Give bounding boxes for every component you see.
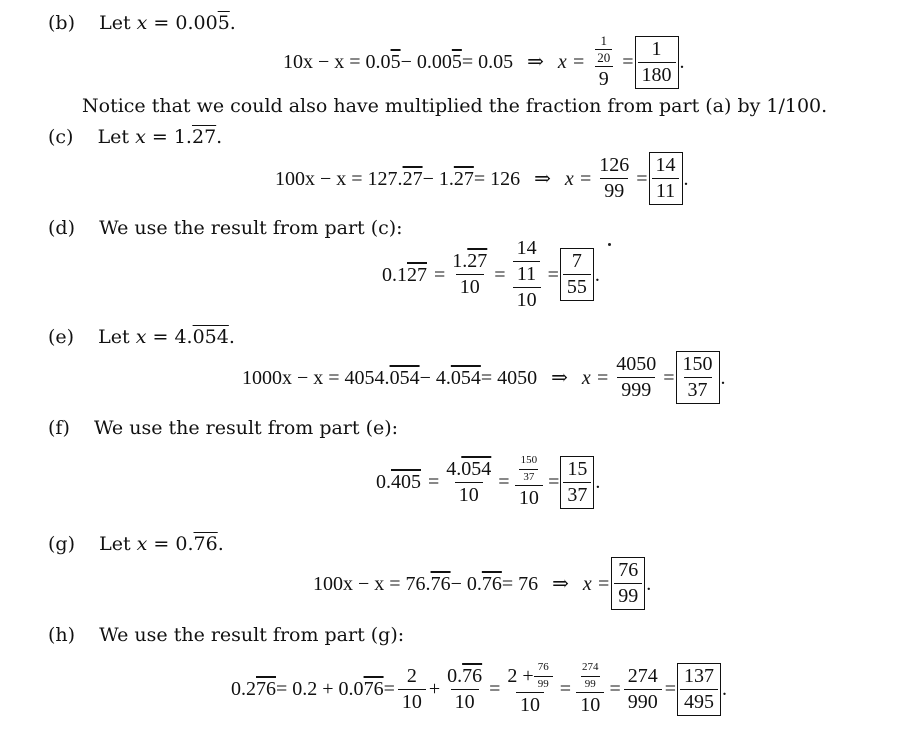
part-h-f3-inner-den: 99 xyxy=(534,676,553,691)
part-c-x-eq: x = xyxy=(564,167,593,190)
part-c-fraction xyxy=(595,155,633,202)
part-h-eq1: = xyxy=(383,678,395,701)
part-d-lhs: 0.1 xyxy=(382,263,407,286)
part-e-var: x xyxy=(135,326,147,348)
part-h-f3-num: 2 + xyxy=(507,664,534,687)
part-b-answer-den: 180 xyxy=(638,62,676,86)
part-h-eq4: = xyxy=(609,678,621,701)
part-h-eq5: = xyxy=(664,678,677,701)
part-h-eq2: = xyxy=(489,678,501,701)
part-h-f4-inner-den: 99 xyxy=(581,676,600,691)
part-b-end-dot: . xyxy=(679,51,685,74)
part-f-answer-box xyxy=(560,456,594,509)
part-e-x-eq: x = xyxy=(581,366,610,389)
part-c-num: 126 xyxy=(599,154,630,176)
part-f-equation xyxy=(376,455,600,509)
part-h-f5-den: 990 xyxy=(624,689,662,713)
part-d-eq2: = xyxy=(494,263,506,286)
part-f-inner-num: 150 xyxy=(520,454,538,466)
part-g-equation xyxy=(313,557,651,610)
part-c-repeat: 27 xyxy=(191,126,217,148)
part-d-eq1: = xyxy=(434,263,446,286)
part-h-label: (h) xyxy=(48,624,76,646)
part-b-mid: − 0.00 xyxy=(400,51,452,74)
part-c-end-dot: . xyxy=(683,167,689,190)
part-b-var: x xyxy=(136,12,148,34)
part-h-fraction-5 xyxy=(624,666,662,713)
part-h-f4-inner-num: 274 xyxy=(581,661,599,673)
part-d-eq3: = xyxy=(547,263,559,286)
part-g-answer-den: 99 xyxy=(614,583,642,607)
part-c-arrow: ⇒ xyxy=(534,167,551,190)
part-c-label: (c) xyxy=(48,126,74,148)
part-f-eq2: = xyxy=(498,471,510,494)
part-h-answer-box xyxy=(677,663,721,716)
part-d-f2-den: 10 xyxy=(513,287,541,311)
part-h-equation xyxy=(231,662,727,716)
part-e-heading xyxy=(48,328,235,347)
part-d-heading xyxy=(48,219,403,238)
part-f-label: (f) xyxy=(48,417,70,439)
part-h-text: We use the result from part (g): xyxy=(99,624,405,646)
part-b-arrow: ⇒ xyxy=(527,51,544,74)
part-c-lhs: 100x − x = 127. xyxy=(275,167,403,190)
part-f-f1-den: 10 xyxy=(455,482,483,506)
part-c-var: x xyxy=(135,126,146,148)
part-d-answer-box xyxy=(560,248,594,301)
part-h-mid: = 0.2 + 0.0 xyxy=(276,678,364,701)
part-d-lhs-rep: 27 xyxy=(407,263,427,286)
part-d-text: We use the result from part (c): xyxy=(99,217,403,239)
part-e-lhs: 1000x − x = 4054. xyxy=(242,366,390,389)
part-c-let: Let xyxy=(97,126,130,148)
part-e-answer-den: 37 xyxy=(684,377,712,401)
part-g-result: = 76 xyxy=(501,572,539,595)
part-b-notice: Notice that we could also have multiplied the fraction from part (a) by 1/100. xyxy=(82,95,828,117)
part-b-heading xyxy=(48,14,236,33)
part-h-mid-rep: 76 xyxy=(363,678,384,701)
part-b-rep1: 5 xyxy=(390,51,401,74)
part-b-lhs: 10x − x = 0.0 xyxy=(283,51,391,74)
part-d-label: (d) xyxy=(48,217,75,239)
part-e-label: (e) xyxy=(48,326,75,348)
part-b-equation xyxy=(283,34,685,90)
part-c-heading xyxy=(48,128,222,147)
part-h-lhs: 0.2 xyxy=(231,678,256,701)
part-b-x-eq: x = xyxy=(557,51,586,74)
part-b-inner-den: 20 xyxy=(597,49,611,65)
part-h-end-dot: . xyxy=(722,678,728,701)
part-c-eq: = xyxy=(151,126,168,148)
part-f-text: We use the result from part (e): xyxy=(93,417,399,439)
part-c-result: = 126 xyxy=(473,167,521,190)
part-e-equation xyxy=(242,351,726,404)
part-c-decimal: 1. xyxy=(173,126,192,148)
part-f-fraction-1 xyxy=(442,459,495,506)
part-e-result: = 4050 xyxy=(480,366,538,389)
part-d-fraction-1 xyxy=(448,251,491,298)
part-f-answer-num: 15 xyxy=(567,457,588,480)
part-f-f2-den: 10 xyxy=(515,485,543,509)
part-c-rep2: 27 xyxy=(453,167,474,190)
part-g-x-eq: x = xyxy=(582,572,611,595)
part-h-f2-num-rep: 76 xyxy=(462,664,483,687)
part-e-let: Let xyxy=(98,326,130,348)
part-d-fraction-2 xyxy=(509,238,545,311)
part-e-num: 4050 xyxy=(616,353,657,375)
part-b-dot: . xyxy=(229,12,236,34)
part-f-inner-fraction xyxy=(517,455,542,483)
part-b-den: 9 xyxy=(595,66,613,90)
part-g-let: Let xyxy=(99,533,131,555)
part-d-end-dot: . xyxy=(594,263,600,286)
part-b-let: Let xyxy=(99,12,131,34)
part-d-answer-den: 55 xyxy=(563,274,591,298)
part-c-dot: . xyxy=(216,126,223,148)
part-c-eq2: = xyxy=(636,167,648,190)
part-e-rep2: 054 xyxy=(450,366,481,389)
part-h-f1-num: 2 xyxy=(406,664,417,687)
part-g-decimal: 0. xyxy=(175,533,194,555)
part-b-result: = 0.05 xyxy=(461,51,514,74)
part-g-label: (g) xyxy=(48,533,75,555)
part-f-end-dot: . xyxy=(595,471,601,494)
part-f-fraction-2 xyxy=(513,455,546,509)
part-d-equation xyxy=(382,238,600,311)
stray-dot xyxy=(608,243,611,246)
part-f-f1-num-rep: 054 xyxy=(461,457,492,480)
part-h-fraction-3 xyxy=(503,662,556,716)
part-g-rep1: 76 xyxy=(430,572,451,595)
part-g-eq: = xyxy=(153,533,170,555)
part-g-heading xyxy=(48,535,224,554)
part-g-answer-num: 76 xyxy=(618,559,639,581)
part-c-den: 99 xyxy=(600,178,628,202)
part-e-fraction xyxy=(612,354,660,401)
part-f-inner-den: 37 xyxy=(519,469,538,484)
part-h-fraction-2 xyxy=(443,666,486,713)
part-g-var: x xyxy=(136,533,148,555)
part-h-f5-num: 274 xyxy=(627,664,658,687)
part-b-answer-num: 1 xyxy=(651,37,662,60)
part-d-inner-den: 11 xyxy=(513,261,540,285)
part-g-arrow: ⇒ xyxy=(552,572,569,595)
part-e-answer-num: 150 xyxy=(682,353,713,375)
part-e-mid: − 4. xyxy=(419,366,451,389)
part-e-arrow: ⇒ xyxy=(551,366,568,389)
part-g-end-dot: . xyxy=(646,572,652,595)
part-e-rep1: 054 xyxy=(389,366,420,389)
part-d-f1-num-rep: 27 xyxy=(467,250,488,272)
part-d-f1-den: 10 xyxy=(456,274,484,298)
part-e-den: 999 xyxy=(617,377,655,401)
part-h-f2-den: 10 xyxy=(451,689,479,713)
part-f-eq1: = xyxy=(428,471,440,494)
part-h-f3-inner-fraction xyxy=(534,662,553,690)
part-f-heading xyxy=(48,419,398,438)
part-c-equation xyxy=(275,152,689,205)
part-g-answer-box xyxy=(611,557,645,610)
part-h-f2-num: 0. xyxy=(447,664,463,687)
part-h-answer-den: 495 xyxy=(680,689,718,713)
part-h-f3-inner-num: 76 xyxy=(537,661,549,673)
part-h-f1-den: 10 xyxy=(398,689,426,713)
part-e-eq: = xyxy=(152,326,169,348)
part-b-inner-num: 1 xyxy=(600,33,608,48)
part-c-answer-den: 11 xyxy=(652,178,679,202)
part-e-eq2: = xyxy=(663,366,675,389)
part-c-mid: − 1. xyxy=(422,167,454,190)
part-e-answer-box xyxy=(676,351,720,404)
part-b-label: (b) xyxy=(48,12,75,34)
part-b-repeat: 5 xyxy=(217,12,230,34)
part-h-answer-num: 137 xyxy=(684,664,715,687)
part-b-eq2: = xyxy=(622,51,634,74)
part-g-repeat: 76 xyxy=(193,533,218,555)
part-h-plus: + xyxy=(428,678,441,701)
part-c-rep1: 27 xyxy=(402,167,423,190)
part-b-decimal: 0.00 xyxy=(175,12,218,34)
part-h-heading xyxy=(48,626,404,645)
part-f-eq3: = xyxy=(548,471,560,494)
part-d-inner-fraction xyxy=(513,238,541,285)
part-h-lhs-rep: 76 xyxy=(256,678,276,701)
part-e-repeat: 054 xyxy=(192,326,229,348)
part-h-f3-den: 10 xyxy=(516,692,544,716)
part-e-end-dot: . xyxy=(720,366,726,389)
part-b-inner-fraction xyxy=(595,34,612,64)
part-f-lhs: 0. xyxy=(376,471,391,494)
part-g-lhs: 100x − x = 76. xyxy=(313,572,431,595)
part-b-answer-box xyxy=(635,36,679,89)
part-f-f1-num: 4. xyxy=(446,457,462,480)
part-e-dot: . xyxy=(228,326,235,348)
part-b-rep2: 5 xyxy=(451,51,462,74)
part-h-eq3: = xyxy=(559,678,571,701)
part-e-decimal: 4. xyxy=(174,326,193,348)
part-g-rep2: 76 xyxy=(481,572,502,595)
part-d-answer-num: 7 xyxy=(571,250,582,272)
part-f-answer-den: 37 xyxy=(563,482,591,506)
part-c-answer-box xyxy=(649,152,683,205)
part-h-f4-inner-fraction xyxy=(578,662,603,690)
part-g-mid: − 0. xyxy=(450,572,482,595)
part-h-f4-den: 10 xyxy=(576,692,604,716)
part-c-answer-num: 14 xyxy=(655,154,676,176)
part-h-fraction-1 xyxy=(398,666,426,713)
part-b-eq: = xyxy=(153,12,170,34)
part-d-inner-num: 14 xyxy=(516,237,537,259)
part-h-fraction-4 xyxy=(574,662,607,716)
part-f-lhs-rep: 405 xyxy=(391,471,421,494)
part-b-fraction xyxy=(588,34,619,90)
part-g-dot: . xyxy=(217,533,224,555)
part-d-f1-num: 1. xyxy=(452,250,468,272)
